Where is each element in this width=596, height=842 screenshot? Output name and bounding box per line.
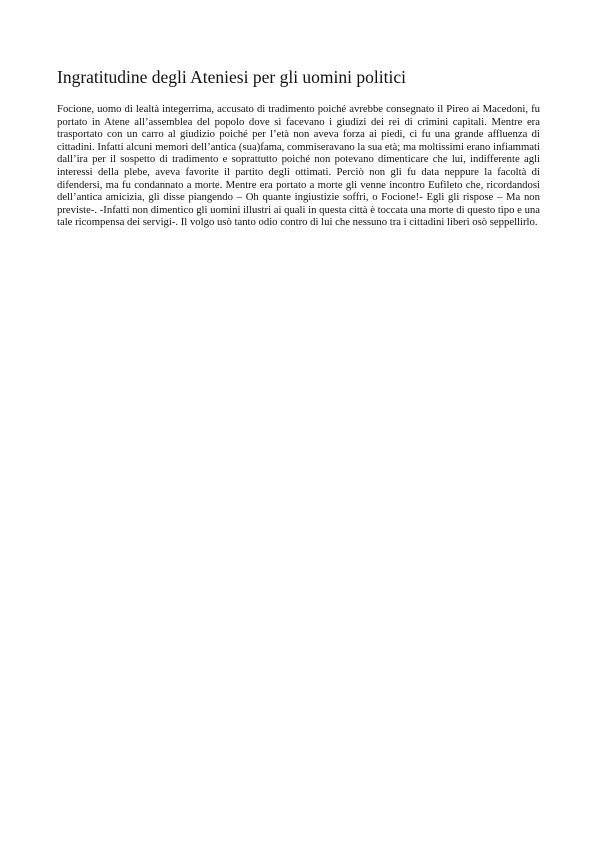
document-title: Ingratitudine degli Ateniesi per gli uomini politici: [57, 67, 406, 87]
document-paragraph: Focione, uomo di lealtà integerrima, accusato di tradimento poiché avrebbe consegnato il Pireo ai Macedoni, fu portato in Atene all’assemblea del popolo dove si facevano i giudizi dei rei di crimini capitali. Mentre era trasportato con un carro al giudizio poiché per l’età non aveva forza ai piedi, ci fu una grande affluenza di cittadini. Infatti alcuni memori dell’antica (sua)fama, commiseravano la sua età; ma moltissimi erano infiammati dall’ira per il sospetto di tradimento e soprattutto poiché non potevano dimenticare che lui, indifferente agli interessi della plebe, aveva favorite il partito degli ottimati. Perciò non gli fu data neppure la facoltà di difendersi, ma fu condannato a morte. Mentre era portato a morte gli venne incontro Eufileto che, ricordandosi dell’antica amicizia, gli disse piangendo – Oh quante ingiustizie soffri, o Focione!- Egli gli rispose – Ma non previste-. -Infatti non dimentico gli uomini illustri ai quali in questa città è toccata una morte di questo tipo e una tale ricompensa dei servigi-. Il volgo usò tanto odio contro di lui che nessuno tra i cittadini liberi osò seppellirlo.: [57, 103, 540, 229]
document-content: [57, 66, 540, 229]
